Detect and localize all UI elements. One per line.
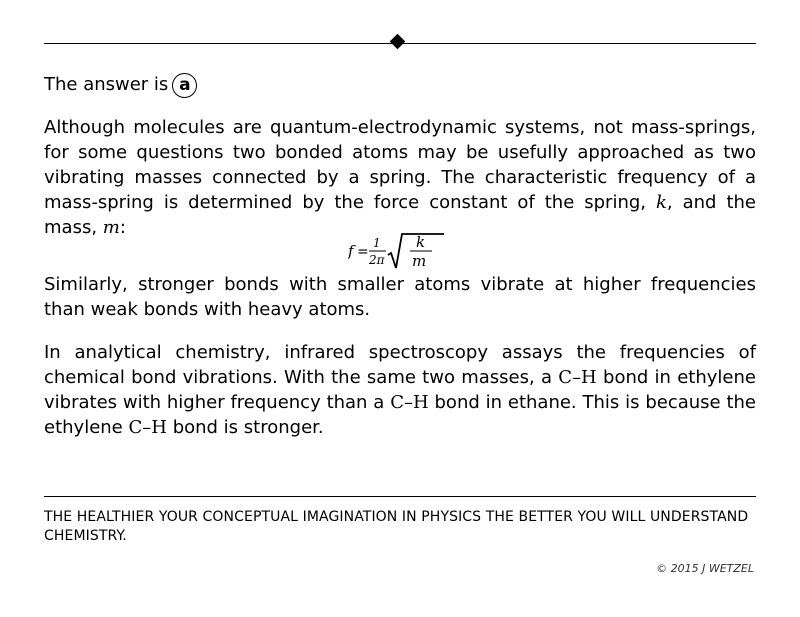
bond-ch-1: C–H [558,367,597,388]
explanation-paragraph-3 [44,340,756,440]
formula-lhs: f [348,242,354,260]
p1-text-2: , and the mass, [44,192,756,238]
formula-numerator: 1 [373,236,381,250]
formula-radicand-denominator: m [412,252,427,270]
p1-text-3: : [119,217,126,238]
tagline: THE HEALTHIER YOUR CONCEPTUAL IMAGINATION IN PHYSICS THE BETTER YOU WILL UNDERSTAND CHEMISTRY. [44,509,749,544]
diamond-ornament-icon [390,34,406,50]
var-k: k [656,192,667,213]
answer-line [44,72,197,98]
formula-svg [348,230,458,272]
p3-text-4: bond is stronger. [166,417,324,438]
explanation-paragraph-1 [44,115,756,240]
answer-letter-badge: a [172,73,197,98]
p3-text-2: bond in ethylene vibrates with higher frequency than a [44,367,756,413]
explanation-paragraph-2: Similarly, stronger bonds with smaller atoms vibrate at higher frequencies than weak bonds with heavy atoms. [44,274,756,320]
p1-text-1: Although molecules are quantum-electrodynamic systems, not mass-springs, for some questions two bonded atoms may be usefully approached as two vibrating masses connected by a spring. The characteristic frequency of a mass-spring is determined by the force constant of the spring, [44,117,756,213]
formula-radicand-numerator: k [416,233,426,251]
answer-prefix: The answer is [44,74,169,95]
frequency-formula [348,230,458,276]
p3-text-1: In analytical chemistry, infrared spectroscopy assays the frequencies of chemical bond vibrations. With the same two masses, a [44,342,756,388]
p3-text-3: bond in ethane. This is because the ethylene [44,392,756,438]
formula-denominator: 2π [369,253,385,267]
bond-ch-2: C–H [390,392,429,413]
formula-equals: = [357,244,369,260]
copyright: © 2015 J WETZEL [656,562,754,575]
bottom-divider [44,496,756,497]
bond-ch-3: C–H [128,417,167,438]
var-m: m [102,217,120,238]
